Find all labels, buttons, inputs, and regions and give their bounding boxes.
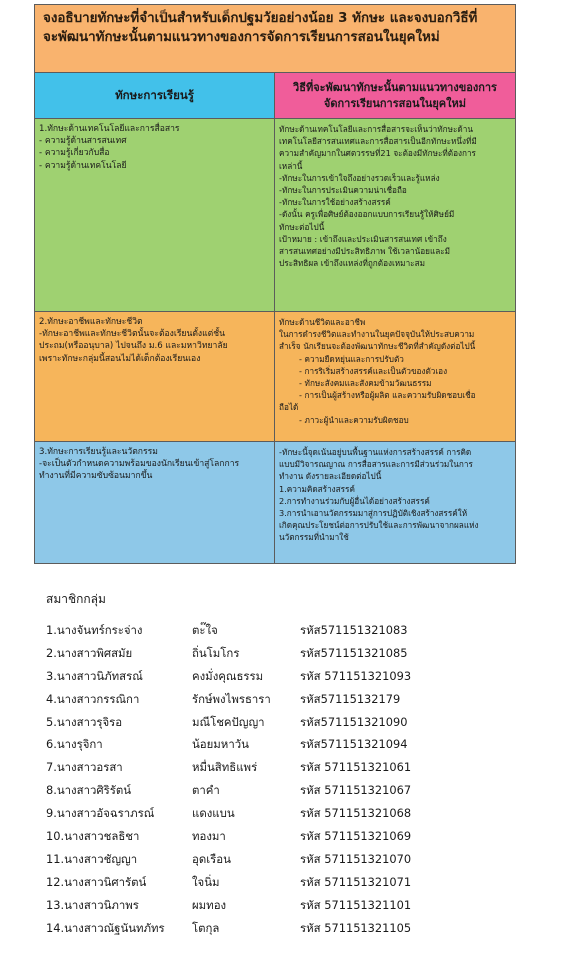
list-item	[46, 736, 526, 759]
table-row	[35, 119, 515, 312]
member-code: รหัส571151321083	[300, 623, 408, 637]
list-item	[46, 782, 526, 805]
skill-line: -จะเป็นตัวกำหนดความพร้อมของนักเรียนเข้าสู่โลกการ	[39, 459, 240, 470]
member-name: 2.นางสาวพิศสมัย	[46, 645, 133, 660]
skill-cell-2	[35, 312, 275, 441]
member-surname: หมื่นสิทธิแพร่	[192, 760, 258, 775]
method-line: แบบมีวิจารณญาณ การสื่อสารและการมีส่วนร่วมในการ	[279, 459, 473, 470]
method-line: ทักษะด้านเทคโนโลยีและการสื่อสารจะเห็นว่าทักษะด้าน	[279, 124, 473, 134]
list-item	[46, 691, 526, 714]
skill-line: - ความรู้ด้านเทคโนโลยี	[39, 160, 127, 171]
member-code: รหัส571151321094	[300, 737, 408, 752]
member-code: รหัส 571151321069	[300, 829, 412, 844]
method-line: สารสนเทศอย่างมีประสิทธิภาพ ใช้เวลาน้อยและมี	[279, 246, 451, 257]
member-code: รหัส 571151321068	[300, 806, 412, 821]
member-surname: ทองมา	[192, 829, 226, 844]
member-name: 7.นางสาวอรสา	[46, 760, 123, 775]
method-line: ในการดำรงชีวิตและทำงานในยุคปัจจุบันให้ประสบความ	[279, 329, 475, 340]
member-code: รหัส571151321090	[300, 714, 408, 729]
list-item	[46, 851, 526, 874]
list-item	[46, 874, 526, 897]
method-line: 3.การนำเอานวัตกรรมมาสู่การปฏิบัติเชิงสร้างสรรค์ให้	[279, 508, 468, 519]
header-right-line-1: วิธีที่จะพัฒนาทักษะนั้นตามแนวทางของการ	[293, 80, 497, 94]
table-row	[35, 312, 515, 442]
skill-line: ประถม(หรืออนุบาล) ไปจนถึง ม.6 และมหาวิทยาลัย	[39, 341, 228, 352]
member-surname: ตาคำ	[192, 783, 220, 798]
method-cell-1	[275, 119, 515, 311]
member-name: 1.นางจันทร์กระจ่าง	[46, 623, 143, 637]
members-title: สมาชิกกลุ่ม	[46, 592, 106, 606]
member-surname: รักษ์พงไพรธารา	[192, 691, 271, 706]
member-surname: ถิ่นโมโกร	[192, 645, 240, 660]
member-name: 14.นางสาวณัฐนันทภัทร	[46, 920, 165, 935]
method-line: ทักษะต่อไปนี้	[279, 221, 325, 232]
method-line: เทคโนโลยีสารสนเทศและการสื่อสารเป็นอีกทักษะหนึ่งที่มี	[279, 136, 477, 147]
method-line: สำเร็จ นักเรียนจะต้องพัฒนาทักษะชีวิตที่สำคัญดังต่อไปนี้	[279, 341, 476, 352]
list-item	[46, 645, 526, 668]
method-line: -ทักษะในการใช้อย่างสร้างสรรค์	[279, 197, 391, 208]
method-line: 1.ความคิดสร้างสรรค์	[279, 483, 355, 494]
assignment-title	[35, 5, 515, 73]
method-line: นวัตกรรมที่นำมาใช้	[279, 532, 349, 543]
assignment-table	[34, 4, 516, 564]
list-item	[46, 714, 526, 737]
list-item	[46, 897, 526, 920]
member-code: รหัส 571151321093	[300, 668, 412, 683]
member-code: รหัส 571151321067	[300, 783, 412, 798]
member-name: 8.นางสาวศิริรัตน์	[46, 783, 132, 798]
method-line: -ทักษะในการเข้าใจถึงอย่างรวดเร็วและรู้แหล่ง	[279, 172, 440, 183]
list-item	[46, 622, 526, 645]
method-line: ทำงาน ดังรายละเอียดต่อไปนี้	[279, 471, 382, 482]
member-surname: มณีโชคปัญญา	[192, 714, 265, 729]
member-name: 5.นางสาวรุจิรอ	[46, 714, 123, 729]
method-line: ความสำคัญมากในศตวรรษที่21 จะต้องมีทักษะที่ต้องการ	[279, 148, 476, 159]
member-code: รหัส 571151321101	[300, 897, 412, 912]
member-code: รหัส 571151321105	[300, 920, 412, 935]
member-surname: ใจนิ่ม	[192, 874, 220, 889]
method-cell-3	[275, 442, 515, 564]
list-item	[46, 805, 526, 828]
member-surname: ตะ๊ใจ	[192, 623, 218, 637]
method-line: - ทักษะสังคมและสังคมข้ามวัฒนธรรม	[299, 378, 432, 389]
skill-line: -ทักษะอาชีพและทักษะชีวิตนั้นจะต้องเรียนตั้งแต่ชั้น	[39, 329, 225, 340]
member-surname: คงมั่งคุณธรรม	[192, 668, 264, 683]
list-item	[46, 668, 526, 691]
header-learning-skills: ทักษะการเรียนรู้	[35, 73, 275, 118]
member-name: 4.นางสาวกรรณิกา	[46, 691, 140, 706]
method-line: - ความยืดหยุ่นและการปรับตัว	[299, 353, 404, 364]
member-name: 6.นางรุจิกา	[46, 737, 103, 752]
member-code: รหัส57115132179	[300, 691, 401, 706]
group-members	[46, 590, 526, 942]
skill-cell-1	[35, 119, 275, 311]
skill-line: 1.ทักษะด้านเทคโนโลยีและการสื่อสาร	[39, 124, 180, 134]
skill-line: 2.ทักษะอาชีพและทักษะชีวิต	[39, 317, 143, 327]
member-code: รหัส 571151321071	[300, 874, 412, 889]
method-line: -ดังนั้น ครูเพื่อศิษย์ต้องออกแบบการเรียนรู้ให้ศิษย์มี	[279, 209, 455, 220]
member-name: 9.นางสาวอัจฉราภรณ์	[46, 806, 155, 821]
header-right-line-2: จัดการเรียนการสอนในยุคใหม่	[323, 96, 467, 110]
method-cell-2	[275, 312, 515, 441]
member-name: 12.นางสาวนิศารัตน์	[46, 874, 147, 889]
method-line: ทักษะด้านชีวิตและอาชีพ	[279, 317, 366, 327]
table-header-row	[35, 73, 515, 119]
method-line: ถือได้	[279, 402, 299, 413]
title-line-2: จะพัฒนาทักษะนั้นตามแนวทางของการจัดการเรียนการสอนในยุคใหม่	[43, 30, 440, 45]
method-line: -ทักษะในการประเมินความน่าเชื่อถือ	[279, 185, 407, 196]
member-surname: โตกุล	[192, 920, 220, 935]
member-name: 13.นางสาวนิภาพร	[46, 897, 139, 912]
list-item	[46, 920, 526, 943]
table-row	[35, 442, 515, 564]
method-line: ประสิทธิผล เข้าถึงแหล่งที่ถูกต้องเหมาะสม	[279, 258, 425, 269]
method-line: 2.การทำงานร่วมกับผู้อื่นได้อย่างสร้างสรรค์	[279, 495, 430, 506]
skill-line: 3.ทักษะการเรียนรู้และนวัตกรรม	[39, 447, 158, 457]
member-surname: น้อยมหาวัน	[192, 737, 249, 752]
member-name: 3.นางสาวนิภัทสรณ์	[46, 668, 143, 683]
header-development-methods	[275, 73, 515, 118]
method-line: เหล่านี้	[279, 160, 303, 171]
skill-line: - ความรู้ด้านสารสนเทศ	[39, 136, 127, 147]
member-surname: ผมทอง	[192, 897, 227, 912]
member-name: 11.นางสาวชัญญา	[46, 851, 138, 866]
method-line: -ทักษะนี้จุดเน้นอยู่บนพื้นฐานแห่งการสร้างสรรค์ การคิด	[279, 447, 472, 457]
method-line: เกิดคุณประโยชน์ต่อการปรับใช้และการพัฒนาจากผลแห่ง	[279, 520, 479, 531]
member-code: รหัส 571151321070	[300, 851, 412, 866]
title-line-1: จงอธิบายทักษะที่จำเป็นสำหรับเด็กปฐมวัยอย่างน้อย 3 ทักษะ และจงบอกวิธีที่	[43, 11, 478, 26]
skill-line: เพราะทักษะกลุ่มนี้สอนไม่ได้เด็กต้องเรียนเอง	[39, 353, 201, 364]
method-line: - ภาวะผู้นำและความรับผิดชอบ	[299, 414, 409, 425]
member-surname: อุดเรือน	[192, 851, 231, 866]
skill-line: - ความรู้เกี่ยวกับสื่อ	[39, 148, 110, 159]
member-code: รหัส571151321085	[300, 645, 408, 660]
member-surname: แดงแบน	[192, 806, 235, 821]
skill-cell-3	[35, 442, 275, 564]
member-name: 10.นางสาวชลธิชา	[46, 829, 140, 844]
member-code: รหัส 571151321061	[300, 760, 412, 775]
method-line: - การเป็นผู้สร้างหรือผู้ผลิต และความรับผิดชอบเชื่อ	[299, 390, 476, 401]
list-item	[46, 828, 526, 851]
skill-line: ทำงานที่มีความซับซ้อนมากขึ้น	[39, 471, 153, 482]
method-line: - การริเริ่มสร้างสรรค์และเป็นตัวของตัวเอง	[299, 365, 448, 376]
list-item	[46, 759, 526, 782]
method-line: เป้าหมาย : เข้าถึงและประเมินสารสนเทศ เข้าถึง	[279, 233, 447, 244]
